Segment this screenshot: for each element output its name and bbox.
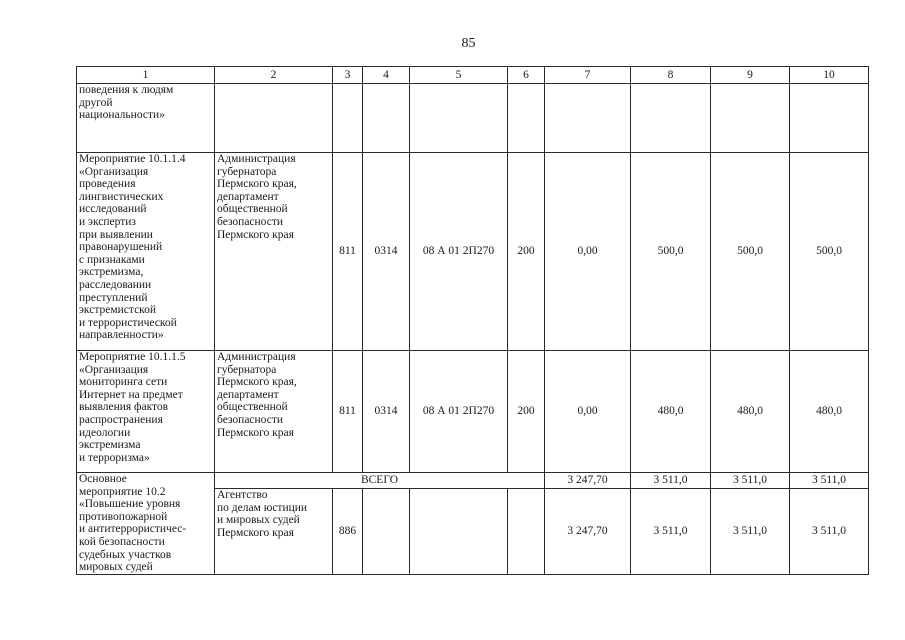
event-name: Мероприятие 10.1.1.4 «Организация проведения лингвистических исследований и экспертиз при выявлении правонарушений с признаками экстремизма, расследовании преступлений экстремистской и террористической направленности» — [77, 153, 215, 351]
cell-year-4: 3 511,0 — [790, 489, 869, 575]
event-name: поведения к людям другой национальности» — [77, 84, 215, 153]
cell-year-1: 3 247,70 — [545, 489, 631, 575]
executor: Агентство по делам юстиции и мировых судей Пермского края — [215, 489, 333, 575]
total-row — [77, 473, 869, 489]
cell-year-4: 500,0 — [790, 153, 869, 351]
cell-year-2 — [631, 84, 711, 153]
column-header-1: 1 — [77, 67, 215, 84]
cell-grbs: 886 — [333, 489, 363, 575]
cell-year-1: 0,00 — [545, 153, 631, 351]
cell-year-3: 3 511,0 — [711, 489, 790, 575]
column-header-2: 2 — [215, 67, 333, 84]
cell-year-4 — [790, 84, 869, 153]
cell-expense-type — [508, 84, 545, 153]
column-header-9: 9 — [711, 67, 790, 84]
cell-year-1: 0,00 — [545, 351, 631, 473]
cell-target — [410, 84, 508, 153]
cell-target: 08 А 01 2П270 — [410, 351, 508, 473]
cell-target: 08 А 01 2П270 — [410, 153, 508, 351]
total-year-2: 3 511,0 — [631, 473, 711, 489]
cell-section: 0314 — [363, 153, 410, 351]
column-header-10: 10 — [790, 67, 869, 84]
cell-year-2: 3 511,0 — [631, 489, 711, 575]
cell-grbs — [333, 84, 363, 153]
column-header-5: 5 — [410, 67, 508, 84]
table-row — [77, 84, 869, 153]
column-header-6: 6 — [508, 67, 545, 84]
event-name: Мероприятие 10.1.1.5 «Организация мониторинга сети Интернет на предмет выявления фактов распространения идеологии экстремизма и терроризма» — [77, 351, 215, 473]
column-header-3: 3 — [333, 67, 363, 84]
total-label: ВСЕГО — [215, 473, 545, 489]
total-year-4: 3 511,0 — [790, 473, 869, 489]
executor — [215, 84, 333, 153]
cell-section — [363, 84, 410, 153]
executor: Администрация губернатора Пермского края, департамент общественной безопасности Пермского края — [215, 351, 333, 473]
executor: Администрация губернатора Пермского края, департамент общественной безопасности Пермского края — [215, 153, 333, 351]
cell-year-2: 500,0 — [631, 153, 711, 351]
header-row — [77, 67, 869, 84]
cell-grbs: 811 — [333, 351, 363, 473]
cell-target — [410, 489, 508, 575]
cell-expense-type: 200 — [508, 153, 545, 351]
cell-section — [363, 489, 410, 575]
cell-year-3 — [711, 84, 790, 153]
budget-table — [76, 66, 869, 575]
cell-year-3: 500,0 — [711, 153, 790, 351]
column-header-7: 7 — [545, 67, 631, 84]
main-event-name: Основное мероприятие 10.2 «Повышение уровня противопожарной и антитеррористичес- кой безопасности судебных участков мировых судей — [77, 473, 215, 575]
cell-section: 0314 — [363, 351, 410, 473]
page-number: 85 — [461, 36, 476, 51]
total-year-1: 3 247,70 — [545, 473, 631, 489]
cell-year-4: 480,0 — [790, 351, 869, 473]
cell-expense-type: 200 — [508, 351, 545, 473]
table-row — [77, 351, 869, 473]
column-header-8: 8 — [631, 67, 711, 84]
cell-year-2: 480,0 — [631, 351, 711, 473]
cell-grbs: 811 — [333, 153, 363, 351]
cell-expense-type — [508, 489, 545, 575]
total-year-3: 3 511,0 — [711, 473, 790, 489]
table-row — [77, 153, 869, 351]
cell-year-3: 480,0 — [711, 351, 790, 473]
cell-year-1 — [545, 84, 631, 153]
column-header-4: 4 — [363, 67, 410, 84]
